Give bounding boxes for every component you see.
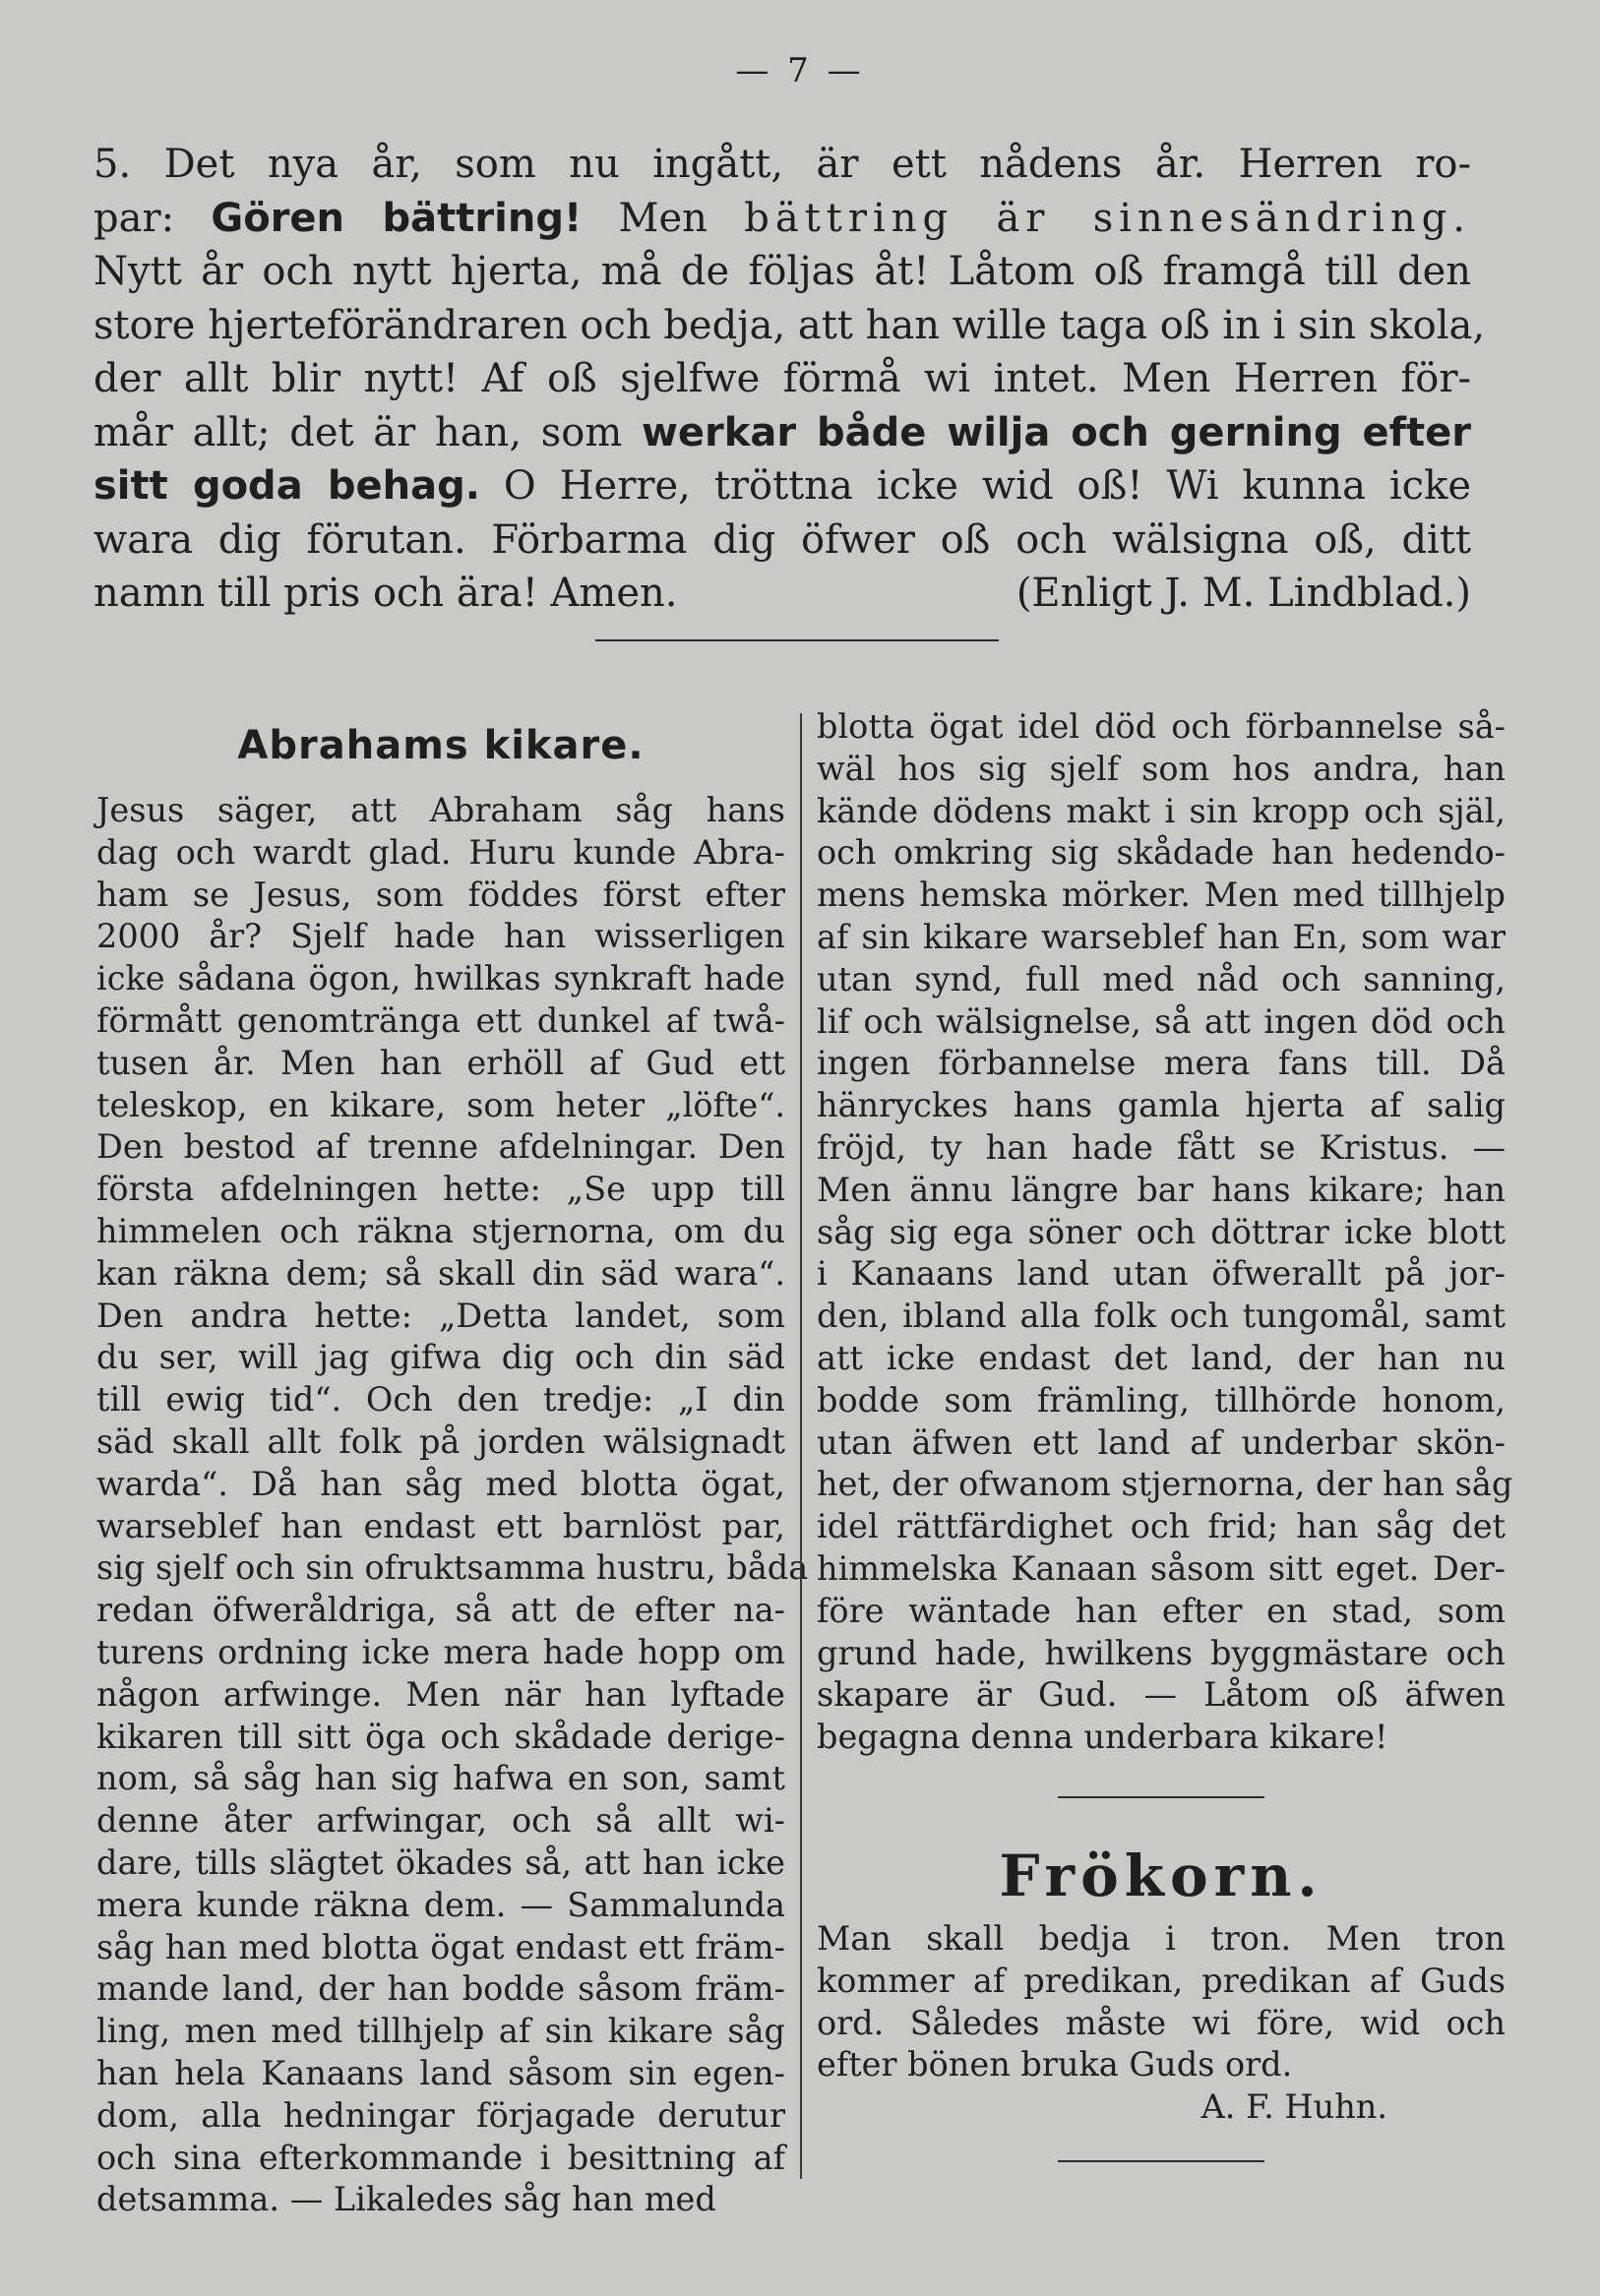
text-line: denne åter arfwingar, och så allt wi- <box>96 1801 785 1841</box>
opening-paragraph <box>93 138 1486 621</box>
text-line: idel rättfärdighet och frid; han såg det <box>817 1507 1506 1546</box>
text-line: wäl hos sig sjelf som hos andra, han <box>817 749 1506 788</box>
text-line: utan äfwen ett land af underbar skön- <box>817 1422 1506 1462</box>
text-line: tusen år. Men han erhöll af Gud ett <box>96 1043 785 1082</box>
text-line: lif och wälsignelse, så att ingen död och <box>817 1001 1506 1041</box>
article-title: Abrahams kikare. <box>237 723 645 768</box>
text-line: grund hade, hwilkens byggmästare och <box>817 1633 1506 1672</box>
text-line: och omkring sig skådade han hedendo- <box>817 833 1506 873</box>
text-line: efter bönen bruka Guds ord. <box>817 2045 1293 2085</box>
text-line: såg sig ega söner och döttrar icke blott <box>817 1212 1506 1251</box>
text-line: kommer af predikan, predikan af Guds <box>817 1961 1506 2000</box>
text-line: sig sjelf och sin ofruktsamma hustru, båda <box>96 1548 809 1588</box>
text-line: mande land, der han bodde såsom främ- <box>96 1969 785 2009</box>
text-line: nom, så såg han sig hafwa en son, samt <box>96 1759 785 1798</box>
paragraph-closing-text: namn till pris och ära! Amen. <box>93 571 678 616</box>
text-line: kikaren till sitt öga och skådade derige- <box>96 1717 785 1756</box>
paragraph-line <box>93 138 1471 192</box>
paragraph-text: der allt blir nytt! Af oß sjelfwe förmå wi intet. Men Herren för- <box>93 356 1471 401</box>
text-line: första afdelningen hette: „Se upp till <box>96 1170 785 1209</box>
text-line: bodde som främling, tillhörde honom, <box>817 1380 1506 1420</box>
paragraph-line <box>93 192 1471 246</box>
text-line: mens hemska mörker. Men med tillhjelp <box>817 876 1506 915</box>
text-line: i Kanaans land utan öfwerallt på jor- <box>817 1254 1506 1294</box>
text-line: ling, men med tillhjelp af sin kikare såg <box>96 2012 785 2051</box>
text-line: Jesus säger, att Abraham såg hans <box>96 791 785 829</box>
text-line: ord. Således måste wi före, wid och <box>817 2003 1506 2042</box>
section-signature: A. F. Huhn. <box>1200 2087 1387 2127</box>
article-right-column <box>817 706 1513 2162</box>
text-line: ingen förbannelse mera fans till. Då <box>817 1044 1506 1083</box>
paragraph-line <box>93 406 1471 460</box>
text-line: och sina efterkommande i besittning af <box>96 2138 785 2177</box>
paragraph-text: bättring är sinnesändring. <box>744 195 1471 241</box>
text-line: himmelska Kanaan såsom sitt eget. Der- <box>817 1548 1506 1588</box>
paragraph-text: wara dig förutan. Förbarma dig öfwer oß och wälsigna oß, ditt <box>93 516 1471 563</box>
text-line: före wäntade han efter en stad, som <box>817 1591 1506 1630</box>
text-line: Men ännu längre bar hans kikare; han <box>817 1170 1506 1209</box>
paragraph-line <box>93 459 1471 514</box>
text-line: 2000 år? Sjelf hade han wisserligen <box>96 917 785 956</box>
text-line: till ewig tid“. Och den tredje: „I din <box>96 1380 785 1420</box>
text-line: såg han med blotta ögat endast ett främ- <box>96 1927 785 1966</box>
paragraph-text: Nytt år och nytt hjerta, må de följas åt! Låtom oß framgå till den <box>93 249 1471 294</box>
text-line: begagna denna underbara kikare! <box>817 1718 1388 1757</box>
text-line: icke sådana ögon, hwilkas synkraft hade <box>96 959 785 998</box>
text-line: warseblef han endast ett barnlöst par, <box>96 1506 785 1545</box>
text-line: den, ibland alla folk och tungomål, samt <box>817 1297 1506 1336</box>
text-line: teleskop, en kikare, som heter „löfte“. <box>96 1085 785 1124</box>
text-line: himmelen och räkna stjernorna, om du <box>96 1211 785 1250</box>
emphasis-text: werkar både wilja och gerning efter <box>641 409 1471 455</box>
text-line: redan öfweråldriga, så att de efter na- <box>96 1591 785 1630</box>
paragraph-line <box>93 245 1471 299</box>
text-line: skapare är Gud. — Låtom oß äfwen <box>817 1675 1506 1715</box>
text-line: någon arfwinge. Men när han lyftade <box>96 1674 785 1714</box>
article-right-text <box>817 706 1513 1759</box>
section-end-rule <box>1058 2160 1264 2162</box>
section-title: Frökorn. <box>999 1842 1323 1909</box>
text-line: dom, alla hedningar förjagade derutur <box>96 2095 785 2135</box>
paragraph-text: par: <box>93 195 212 241</box>
text-line: blotta ögat idel död och förbannelse så- <box>817 707 1506 746</box>
text-line: dare, tills slägtet ökades så, att han icke <box>96 1843 785 1882</box>
text-line: turens ordning icke mera hade hopp om <box>96 1632 785 1671</box>
text-line: utan synd, full med nåd och sanning, <box>817 959 1506 998</box>
paragraph-closing-line <box>93 567 1471 621</box>
text-line: het, der ofwanom stjernorna, der han såg <box>817 1465 1513 1504</box>
paragraph-text: Men <box>582 195 745 241</box>
paragraph-text: O Herre, tröttna icke wid oß! Wi kunna icke <box>479 463 1471 509</box>
text-line: Den andra hette: „Detta landet, som <box>96 1296 785 1335</box>
text-line: hänryckes hans gamla hjerta af salig <box>817 1086 1506 1125</box>
article-left-text <box>96 790 809 2221</box>
emphasis-text: sitt goda behag. <box>93 463 480 509</box>
text-line: warda“. Då han såg med blotta ögat, <box>96 1464 785 1503</box>
text-line: ham se Jesus, som föddes först efter <box>96 875 785 914</box>
text-line: dag och wardt glad. Huru kunde Abra- <box>96 832 785 872</box>
paragraph-line <box>93 352 1471 406</box>
section-divider-rule <box>595 639 999 641</box>
page-number: — 7 — <box>735 51 865 91</box>
paragraph-line <box>93 299 1486 353</box>
text-line: kan räkna dem; så skall din säd wara“. <box>96 1253 785 1293</box>
text-line: du ser, will jag gifwa dig och din säd <box>96 1338 785 1377</box>
text-line: fröjd, ty han hade fått se Kristus. — <box>817 1127 1506 1167</box>
text-line: att icke endast det land, der han nu <box>817 1338 1506 1377</box>
text-line: han hela Kanaans land såsom sin egen- <box>96 2053 785 2092</box>
paragraph-text: mår allt; det är han, som <box>93 409 642 455</box>
section-text <box>817 1918 1506 2086</box>
text-line: detsamma. — Likaledes såg han med <box>96 2180 716 2219</box>
paragraph-text: 5. Det nya år, som nu ingått, är ett nådens år. Herren ro- <box>93 142 1471 187</box>
text-line: Den bestod af trenne afdelningar. Den <box>96 1127 785 1167</box>
column-divider <box>800 713 802 2179</box>
text-line: kände dödens makt i sin kropp och själ, <box>817 791 1506 830</box>
paragraph-line <box>93 514 1471 568</box>
emphasis-text: Gören bättring! <box>211 195 583 241</box>
text-line: Man skall bedja i tron. Men tron <box>817 1918 1506 1958</box>
paragraph-text: store hjerteförändraren och bedja, att han wille taga oß in i sin skola, <box>93 302 1486 348</box>
text-line: mera kunde räkna dem. — Sammalunda <box>96 1885 785 1924</box>
article-left-column <box>96 713 809 2221</box>
text-line: af sin kikare warseblef han En, som war <box>817 917 1506 956</box>
text-line: förmått genomtränga ett dunkel af twå- <box>96 1000 785 1040</box>
text-line: säd skall allt folk på jorden wälsignadt <box>96 1421 785 1461</box>
attribution: (Enligt J. M. Lindblad.) <box>1015 571 1471 616</box>
article-end-rule <box>1058 1796 1264 1798</box>
